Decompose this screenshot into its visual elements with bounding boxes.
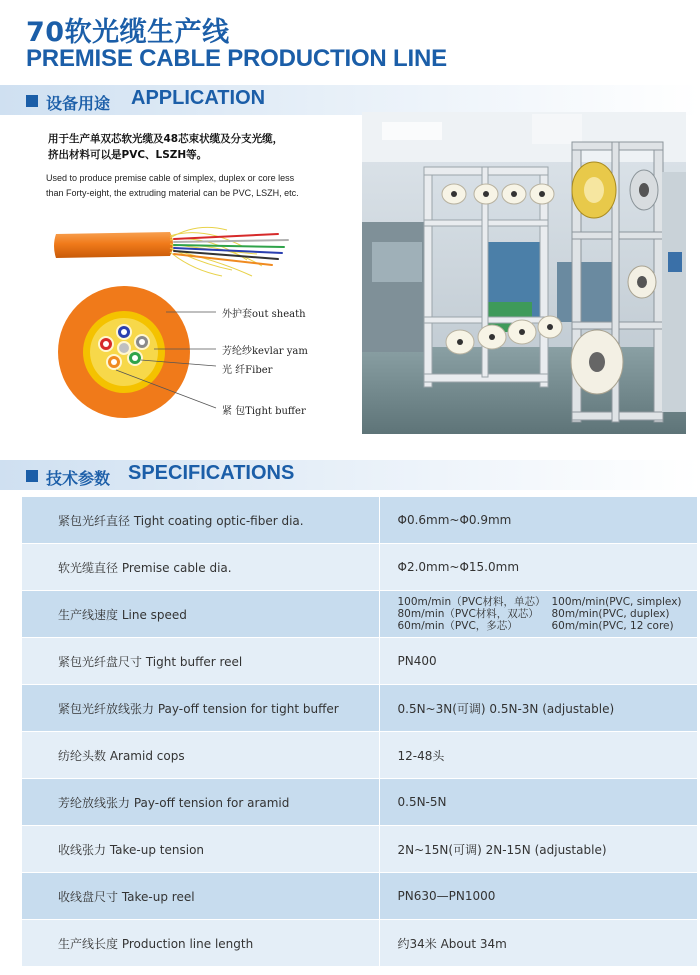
value-cell: Φ2.0mm~Φ15.0mm bbox=[379, 544, 697, 591]
specifications-heading-en: SPECIFICATIONS bbox=[128, 462, 295, 484]
specifications-heading-cn: 技术参数 bbox=[46, 469, 111, 488]
value-cell-line-speed bbox=[379, 591, 697, 638]
table-row bbox=[22, 591, 697, 638]
param-cell: 紧包光纤盘尺寸 Tight buffer reel bbox=[22, 638, 379, 685]
value-cell: 2N~15N(可调) 2N-15N (adjustable) bbox=[379, 826, 697, 873]
param-cell: 收线张力 Take-up tension bbox=[22, 826, 379, 873]
line-speed-en-2: 80m/min(PVC, duplex) bbox=[551, 608, 670, 620]
param-cell: 芳纶放线张力 Pay-off tension for aramid bbox=[22, 779, 379, 826]
specifications-section-bar bbox=[0, 460, 700, 490]
application-desc-en bbox=[46, 171, 356, 201]
value-cell: PN400 bbox=[379, 638, 697, 685]
line-speed-en-1: 100m/min(PVC, simplex) bbox=[551, 596, 682, 608]
application-desc-cn-line1: 用于生产单双芯软光缆及48芯束状缆及分支光缆， bbox=[48, 133, 284, 145]
param-cell: 纺纶头数 Aramid cops bbox=[22, 732, 379, 779]
line-speed-cn-2: 80m/min（PVC材料，双芯） bbox=[397, 608, 539, 620]
table-row bbox=[22, 779, 697, 826]
param-cell: 生产线长度 Production line length bbox=[22, 920, 379, 967]
production-line-photo bbox=[362, 112, 686, 434]
table-row bbox=[22, 497, 697, 544]
param-cell: 紧包光纤放线张力 Pay-off tension for tight buffer bbox=[22, 685, 379, 732]
cable-cross-section bbox=[58, 284, 358, 434]
application-heading-en: APPLICATION bbox=[131, 87, 266, 109]
line-speed-cn-1: 100m/min（PVC材料，单芯） bbox=[397, 596, 546, 608]
cable-side-illustration bbox=[52, 220, 292, 282]
value-cell: 12-48头 bbox=[379, 732, 697, 779]
fiber-strands bbox=[174, 234, 288, 265]
table-row bbox=[22, 638, 697, 685]
application-desc-en-line1: Used to produce premise cable of simplex, duplex or core less bbox=[46, 173, 295, 183]
table-row bbox=[22, 826, 697, 873]
application-desc-cn bbox=[48, 131, 348, 163]
cable-sheath bbox=[54, 232, 173, 258]
application-heading-cn: 设备用途 bbox=[46, 94, 111, 113]
table-row bbox=[22, 685, 697, 732]
page-title-en: PREMISE CABLE PRODUCTION LINE bbox=[26, 45, 447, 72]
square-bullet-icon bbox=[26, 95, 38, 107]
table-row bbox=[22, 920, 697, 967]
value-cell: PN630—PN1000 bbox=[379, 873, 697, 920]
square-bullet-icon bbox=[26, 470, 38, 482]
fiber-center bbox=[118, 342, 130, 354]
param-cell: 软光缆直径 Premise cable dia. bbox=[22, 544, 379, 591]
application-desc-cn-line2: 挤出材料可以是PVC、LSZH等。 bbox=[48, 149, 208, 161]
label-buffer: 紧 包Tight buffer bbox=[222, 406, 306, 417]
specifications-table bbox=[22, 497, 697, 967]
table-row bbox=[22, 732, 697, 779]
value-cell: 0.5N~3N(可调) 0.5N-3N (adjustable) bbox=[379, 685, 697, 732]
line-speed-en bbox=[552, 596, 682, 632]
line-speed-en-3: 60m/min(PVC, 12 core) bbox=[551, 620, 674, 632]
line-speed-cn bbox=[398, 596, 546, 632]
application-desc-en-line2: than Forty-eight, the extruding material can be PVC, LSZH, etc. bbox=[46, 188, 299, 198]
param-cell: 紧包光纤直径 Tight coating optic-fiber dia. bbox=[22, 497, 379, 544]
line-speed-cn-3: 60m/min（PVC，多芯） bbox=[397, 620, 518, 632]
value-cell: 约34米 About 34m bbox=[379, 920, 697, 967]
label-sheath: 外护套out sheath bbox=[222, 309, 306, 320]
application-section-bar bbox=[0, 85, 700, 115]
table-row bbox=[22, 873, 697, 920]
label-fiber: 光 纤Fiber bbox=[222, 365, 273, 376]
table-row bbox=[22, 544, 697, 591]
page-title-cn: 70软光缆生产线 bbox=[26, 17, 230, 48]
param-cell: 生产线速度 Line speed bbox=[22, 591, 379, 638]
label-kevlar: 芳纶纱kevlar yam bbox=[222, 346, 308, 357]
value-cell: 0.5N-5N bbox=[379, 779, 697, 826]
param-cell: 收线盘尺寸 Take-up reel bbox=[22, 873, 379, 920]
value-cell: Φ0.6mm~Φ0.9mm bbox=[379, 497, 697, 544]
